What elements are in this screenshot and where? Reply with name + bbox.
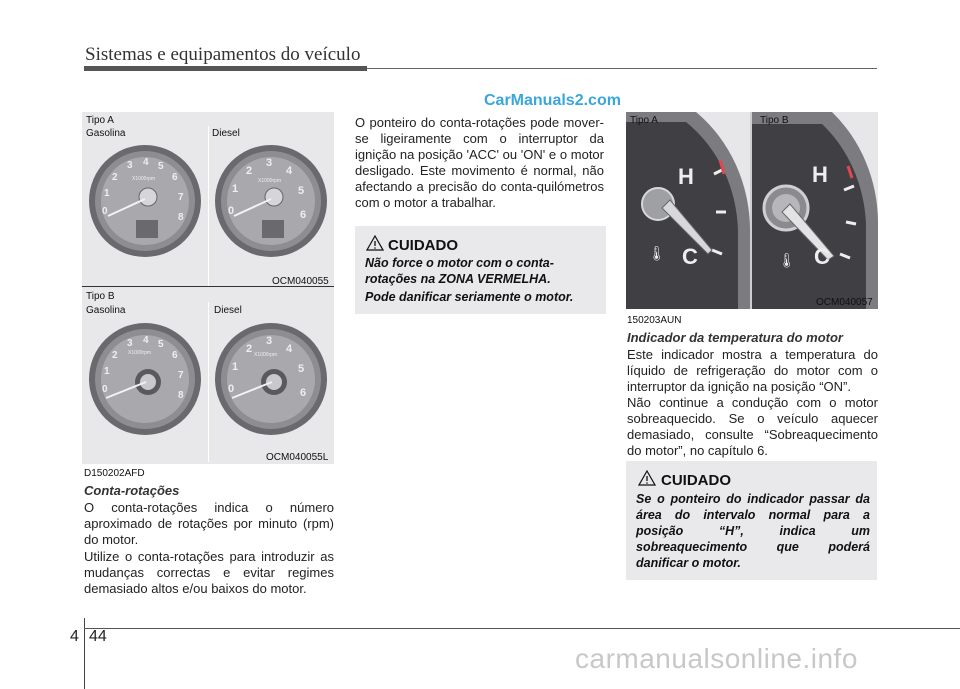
figure-divider-vertical-b [208, 302, 209, 462]
temperature-gauge-type-b [752, 112, 878, 309]
svg-text:8: 8 [178, 390, 184, 401]
svg-text:7: 7 [178, 370, 184, 381]
figure-label-tipo-a: Tipo A [86, 115, 114, 126]
watermark-top[interactable]: CarManuals2.com [484, 92, 621, 109]
paragraph-temperature-2: Não continue a condução com o motor sobreaquecido. Se o veículo aquecer demasiado, consulte “Sobreaquecimento do motor”, no capítulo 6. [627, 395, 878, 458]
svg-text:6: 6 [172, 172, 178, 183]
figure-label-diesel-a: Diesel [212, 128, 240, 139]
gauge-unit-label: X1000rpm [258, 178, 282, 184]
svg-text:5: 5 [158, 161, 164, 172]
page-number: 44 [89, 628, 107, 645]
svg-text:6: 6 [172, 350, 178, 361]
caution-title: CUIDADO [661, 472, 731, 489]
watermark-bottom[interactable]: carmanualsonline.info [575, 643, 858, 674]
svg-text:1: 1 [232, 361, 239, 373]
heading-temperature: Indicador da temperatura do motor [627, 330, 843, 345]
svg-text:6: 6 [300, 209, 307, 221]
svg-text:4: 4 [286, 343, 293, 355]
svg-text:2: 2 [246, 165, 253, 177]
caution-text-1: Não force o motor com o conta-rotações na ZONA VERMELHA. [365, 256, 554, 286]
figure-code-a: OCM040055 [272, 276, 329, 287]
svg-text:1: 1 [232, 183, 239, 195]
figure-code-temp: OCM040057 [816, 297, 873, 308]
gauge-label-h: H [678, 164, 694, 189]
heading-tachometer: Conta-rotações [84, 483, 180, 498]
caution-box-temperature [626, 461, 877, 580]
svg-text:8: 8 [178, 212, 184, 223]
gauge-label-c: C [682, 244, 698, 269]
tachometer-gauge-b-diesel [214, 322, 328, 436]
figure-divider-vertical-a [208, 126, 209, 286]
svg-text:1: 1 [104, 366, 110, 377]
page-header-title: Sistemas e equipamentos do veículo [85, 44, 361, 65]
gauge-unit-label: X1000rpm [254, 352, 278, 358]
svg-text:4: 4 [286, 165, 293, 177]
coolant-temp-icon-a: 🌡 [648, 245, 666, 261]
tachometer-gauge-b-gasoline [88, 322, 202, 436]
caution-text-2: Pode danificar seriamente o motor. [365, 290, 574, 304]
paragraph-tachometer-1: O conta-rotações indica o número aproximado de rotações por minuto (rpm) do motor. [84, 500, 334, 547]
gauge-label-c: C [814, 244, 830, 269]
section-code-tachometer: D150202AFD [84, 468, 145, 479]
figure-label-diesel-b: Diesel [214, 305, 242, 316]
tachometer-figure [82, 112, 334, 464]
coolant-temp-icon-b: 🌡 [778, 252, 796, 268]
gauge-label-h: H [812, 162, 828, 187]
temperature-gauge-figure [626, 112, 878, 309]
svg-text:3: 3 [127, 160, 133, 171]
paragraph-tachometer-needle: O ponteiro do conta-rotações pode mover-se ligeiramente com o interruptor da ignição na posição 'ACC' ou 'ON' e o motor desligado. Este movimento é normal, não afectando a precisão do conta-quilómetros com o motor a trabalhar. [355, 115, 604, 210]
figure-label-tipo-b-temp: Tipo B [760, 115, 789, 126]
svg-text:0: 0 [102, 384, 108, 395]
header-bar [84, 66, 367, 71]
svg-text:5: 5 [158, 339, 164, 350]
figure-label-gasolina-b: Gasolina [86, 305, 126, 316]
temperature-gauge-type-a [626, 112, 750, 309]
figure-label-tipo-a-temp: Tipo A [630, 115, 658, 126]
svg-text:5: 5 [298, 363, 305, 375]
gauge-unit-label: X1000rpm [132, 176, 156, 182]
caution-box-tachometer [355, 226, 606, 314]
svg-text:2: 2 [112, 350, 118, 361]
section-code-temperature: 150203AUN [627, 315, 682, 326]
svg-text:3: 3 [127, 338, 133, 349]
caution-title: CUIDADO [388, 237, 458, 254]
warning-triangle-icon [638, 470, 656, 486]
svg-text:2: 2 [112, 172, 118, 183]
header-rule [367, 68, 877, 69]
warning-triangle-icon [366, 235, 384, 251]
figure-label-tipo-b: Tipo B [86, 291, 115, 302]
svg-text:7: 7 [178, 192, 184, 203]
tachometer-gauge-a-gasoline [88, 144, 202, 258]
svg-text:0: 0 [228, 383, 235, 395]
svg-text:0: 0 [102, 206, 108, 217]
svg-text:3: 3 [266, 335, 273, 347]
svg-text:6: 6 [300, 387, 307, 399]
gauge-unit-label: X1000rpm [128, 350, 152, 356]
svg-text:4: 4 [143, 335, 149, 346]
tachometer-gauge-a-diesel [214, 144, 328, 258]
caution-text: Se o ponteiro do indicador passar da área do intervalo normal para a posição “H”, indica um sobreaquecimento que poderá danificar o motor. [636, 492, 870, 570]
figure-code-b: OCM040055L [266, 452, 329, 463]
paragraph-temperature-1: Este indicador mostra a temperatura do líquido de refrigeração do motor com o interruptor da ignição na posição “ON”. [627, 347, 878, 394]
svg-text:1: 1 [104, 188, 110, 199]
svg-text:2: 2 [246, 343, 253, 355]
svg-text:3: 3 [266, 157, 273, 169]
figure-label-gasolina-a: Gasolina [86, 128, 126, 139]
paragraph-tachometer-2: Utilize o conta-rotações para introduzir as mudanças correctas e evitar regimes demasiado altos e/ou baixos do motor. [84, 549, 334, 596]
svg-text:0: 0 [228, 205, 235, 217]
chapter-number: 4 [70, 628, 79, 645]
footer-rule [84, 628, 960, 629]
svg-text:5: 5 [298, 185, 305, 197]
svg-text:4: 4 [143, 157, 149, 168]
